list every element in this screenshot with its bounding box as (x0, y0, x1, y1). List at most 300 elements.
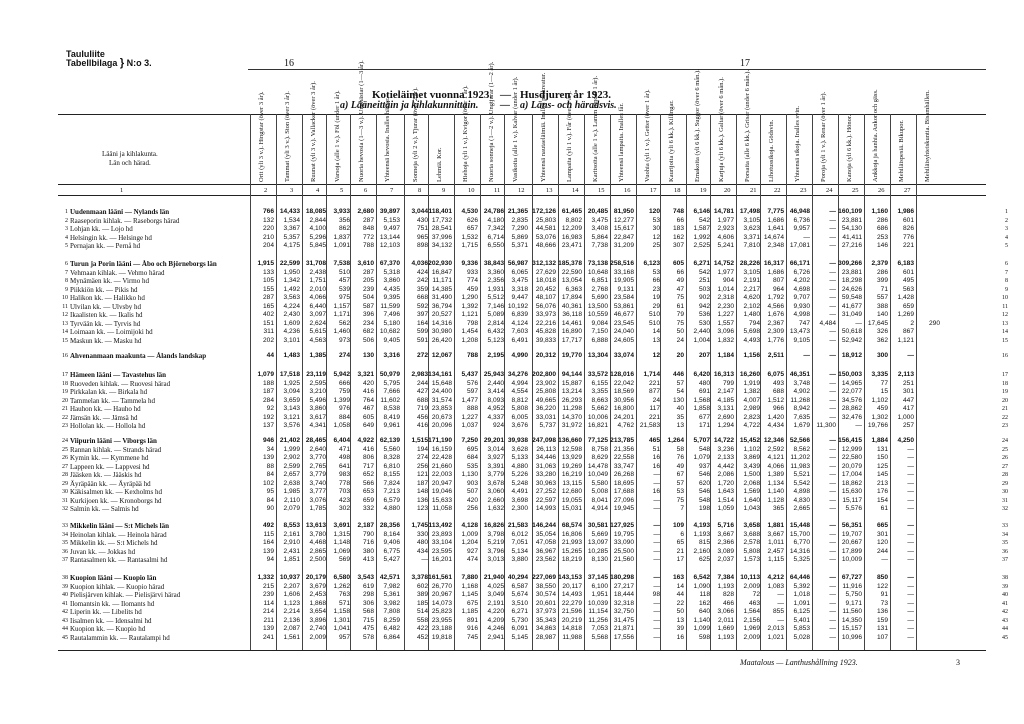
table-cell: 215 (262, 582, 274, 590)
table-cell: 2,578 (743, 539, 760, 547)
column-header: Vasikoita (alle 1 v.). Kalvar (under 1 år). (512, 76, 519, 182)
table-cell: 423 (338, 496, 350, 504)
row-number-right: 36 (1002, 548, 1008, 555)
table-cell: — (653, 574, 660, 581)
table-cell: 1,643 (717, 488, 734, 496)
table-cell: 3,475 (511, 277, 528, 285)
table-cell: 156,415 (838, 437, 862, 444)
table-cell: 301 (902, 388, 914, 396)
table-cell: 161,561 (428, 574, 452, 581)
table-cell: — (803, 352, 810, 359)
table-cell: 5,576 (845, 505, 862, 513)
table-cell: 30,581 (587, 522, 608, 529)
row-number-right: 17 (1002, 372, 1008, 378)
table-cell: 806 (362, 454, 374, 462)
table-cell: 11,599 (380, 302, 400, 310)
table-cell: 463 (748, 599, 760, 607)
table-cell: 417 (902, 405, 914, 413)
table-cell: 2,013 (767, 625, 784, 633)
table-cell: 1,014 (717, 285, 734, 293)
table-cell: 2,500 (309, 556, 326, 564)
table-cell: 3,796 (487, 547, 504, 555)
table-cell: 1,392 (461, 302, 478, 310)
table-cell: 239 (362, 285, 374, 293)
table-row (60, 225, 1008, 234)
table-cell: 4,998 (793, 311, 810, 319)
table-cell: 3,439 (743, 462, 760, 470)
table-cell: 10,049 (587, 471, 608, 479)
table-cell: 117 (649, 405, 660, 413)
column-number: 7 (390, 187, 394, 194)
table-cell: 19 (652, 294, 660, 302)
row-number: 18 (62, 380, 68, 387)
column-number: 9 (442, 187, 446, 194)
table-cell: 1,382 (743, 388, 760, 396)
table-cell: 6,864 (383, 633, 400, 641)
table-cell: 1,262 (333, 582, 350, 590)
table-cell: 4,025 (487, 582, 504, 590)
table-cell: 1,858 (693, 405, 710, 413)
table-cell: 695 (466, 445, 478, 453)
table-cell: 446 (672, 371, 684, 378)
table-cell: 3,798 (487, 530, 504, 538)
table-cell: 1,977 (717, 216, 734, 224)
table-cell: 1,158 (333, 608, 350, 616)
table-cell: 719 (416, 405, 428, 413)
table-cell: 205 (362, 277, 374, 285)
table-cell: 4,698 (793, 285, 810, 293)
column-header: Lihotussikoja. Gödsvin. (768, 119, 775, 182)
table-cell: — (829, 479, 836, 487)
table-cell: 1,532 (461, 233, 478, 241)
table-cell: 4,762 (617, 422, 634, 430)
table-cell: 1,632 (487, 505, 504, 513)
table-cell: 64,446 (789, 574, 810, 581)
table-cell: 2,765 (309, 462, 326, 470)
table-cell: 1,985 (283, 488, 300, 496)
table-cell: 1,185 (461, 608, 478, 616)
table-cell: 41,677 (841, 302, 862, 310)
table-cell: 5,226 (511, 471, 528, 479)
table-cell: 13,115 (562, 479, 582, 487)
row-number-right: 31 (1002, 497, 1008, 504)
table-cell: 7,982 (383, 582, 400, 590)
table-cell: 619 (362, 582, 374, 590)
table-cell: 123 (416, 505, 428, 513)
table-cell: 24,400 (431, 388, 452, 396)
table-cell: 220 (262, 225, 274, 233)
table-cell: 3,049 (487, 591, 504, 599)
table-cell: 18,695 (613, 479, 634, 487)
table-cell: 1,969 (743, 625, 760, 633)
row-number-right: 21 (1002, 406, 1008, 413)
table-cell: 30 (652, 225, 660, 233)
table-cell: 1,332 (257, 574, 274, 581)
table-cell: 3,860 (309, 405, 326, 413)
table-cell: 1,079 (693, 454, 710, 462)
table-cell: 2,768 (591, 285, 608, 293)
table-cell: 4,202 (793, 277, 810, 285)
table-cell: — (421, 556, 428, 564)
table-cell: 20,673 (431, 413, 452, 421)
table-cell: — (653, 479, 660, 487)
table-cell: 4,435 (383, 285, 400, 293)
table-cell: 504 (362, 294, 374, 302)
table-cell: 1,714 (643, 371, 660, 378)
table-cell: 10,113 (740, 574, 760, 581)
table-cell: 3,777 (309, 488, 326, 496)
row-label: Kuopion kk. — Kuopio hd (70, 625, 146, 634)
row-label: Pirkkalan kk. — Birkala hd (70, 388, 148, 397)
table-row (60, 496, 1008, 505)
table-cell: 172,126 (532, 208, 556, 215)
table-cell: 187 (416, 479, 428, 487)
table-cell: 23,545 (613, 319, 634, 327)
row-number: 40 (62, 592, 68, 599)
table-cell: 194 (416, 445, 428, 453)
table-cell: 688 (772, 388, 784, 396)
row-label: Käkisalmen kk. — Kexholms hd (70, 488, 162, 497)
table-cell: 9,707 (793, 294, 810, 302)
table-cell: 659 (902, 302, 914, 310)
table-cell: 1,043 (743, 505, 760, 513)
row-number: 39 (62, 583, 68, 590)
table-cell: 24 (652, 396, 660, 404)
table-cell: 6,271 (693, 260, 710, 267)
table-cell: 23,853 (431, 405, 452, 413)
title-dash: — (500, 89, 511, 101)
table-cell: 31,063 (535, 462, 556, 470)
table-cell: 8,419 (383, 413, 400, 421)
table-cell: 1,640 (743, 496, 760, 504)
column-number: 21 (750, 187, 757, 194)
table-cell: 23 (652, 285, 660, 293)
table-cell: 8,758 (591, 445, 608, 453)
table-cell: 109 (672, 522, 684, 529)
table-cell: 287 (362, 216, 374, 224)
table-cell: 136 (876, 608, 888, 616)
title-fi: Kotieläimet vuonna 1923. (372, 89, 493, 101)
table-cell: — (653, 556, 660, 564)
table-cell: 1,832 (717, 336, 734, 344)
table-cell: — (829, 233, 836, 241)
row-label: Juvan kk. — Jokkas hd (70, 547, 136, 556)
row-number: 41 (62, 600, 68, 607)
table-cell: 2,156 (743, 616, 760, 624)
table-cell: 6,091 (511, 625, 528, 633)
table-cell: 1,009 (461, 530, 478, 538)
table-cell: 1,851 (283, 556, 300, 564)
table-cell: 965 (416, 233, 428, 241)
table-cell: 828 (722, 591, 734, 599)
table-cell: 65 (676, 539, 684, 547)
table-cell: 171,190 (428, 437, 452, 444)
table-cell: 139 (262, 454, 274, 462)
table-cell: 1,091 (793, 599, 810, 607)
table-cell: 2,300 (511, 505, 528, 513)
table-cell: — (829, 352, 836, 359)
column-header: Varsoja (alle 1 v.). Föl (under 1 år). (334, 90, 341, 182)
table-cell: 330 (416, 530, 428, 538)
table-cell: 27,096 (613, 496, 634, 504)
row-number-right: 32 (1002, 506, 1008, 513)
table-cell: 2,440 (487, 379, 504, 387)
table-cell: 128,016 (610, 371, 634, 378)
table-cell: 300 (876, 352, 888, 359)
table-cell: 13,054 (561, 277, 582, 285)
table-cell: 21,402 (279, 437, 300, 444)
table-cell: 6,888 (591, 336, 608, 344)
table-cell: 20,312 (535, 352, 556, 359)
table-cell: 8,802 (565, 216, 582, 224)
table-cell: 397 (416, 311, 428, 319)
table-cell: 41,411 (842, 233, 862, 241)
table-cell: 747 (798, 319, 810, 327)
table-row (60, 616, 1008, 625)
table-cell: 507 (466, 488, 478, 496)
table-cell: — (829, 454, 836, 462)
table-cell: 4,066 (309, 294, 326, 302)
table-cell: 396 (362, 311, 374, 319)
table-cell: 30,963 (535, 479, 556, 487)
column-header: Lampaita (yli 1 v.). Får (över 1 år). (566, 91, 573, 182)
table-cell: 3,880 (511, 556, 528, 564)
row-number-right: 28 (1002, 472, 1008, 479)
table-cell: 4,902 (793, 388, 810, 396)
table-cell: 14,478 (587, 462, 608, 470)
table-cell: 2,690 (717, 413, 734, 421)
table-cell: 39,833 (535, 336, 556, 344)
table-cell: 9,961 (383, 422, 400, 430)
table-cell: 1,227 (461, 413, 478, 421)
row-number: 6 (65, 261, 68, 267)
table-cell: 12 (652, 233, 660, 241)
table-cell: 1,290 (461, 294, 478, 302)
table-cell: 2,910 (283, 539, 300, 547)
table-cell: 35 (676, 413, 684, 421)
table-cell: 927 (466, 547, 478, 555)
table-cell: 6,155 (591, 379, 608, 387)
row-label: Pernajan kk. — Pernå hd (70, 242, 141, 251)
table-cell: 1,884 (871, 437, 888, 444)
table-cell: 7,808 (383, 608, 400, 616)
table-cell: 3,060 (487, 488, 504, 496)
table-cell: — (907, 462, 914, 470)
row-number-right: 13 (1002, 320, 1008, 327)
table-cell: 16,219 (561, 471, 582, 479)
column-number: 5 (340, 187, 344, 194)
table-row (60, 471, 1008, 480)
table-row (60, 352, 1008, 360)
column-header: Poroja (yli 1 v.). Renar (över 1 år). (820, 91, 827, 182)
table-cell: 7,150 (591, 328, 608, 336)
table-cell: 380 (362, 547, 374, 555)
table-cell: 287 (362, 268, 374, 276)
row-number: 32 (62, 506, 68, 513)
table-cell: 20,667 (841, 539, 862, 547)
table-cell: 2,457 (767, 547, 784, 555)
table-cell: 503 (698, 285, 710, 293)
table-cell: 148 (416, 488, 428, 496)
row-label: Helsingin kk. — Helsinge hd (70, 233, 152, 242)
table-cell: — (907, 522, 914, 529)
table-cell: 4,224 (283, 302, 300, 310)
column-header: Tammat (yli 3 v.). Ston (över 3 år). (284, 91, 291, 182)
table-cell: 3,475 (591, 216, 608, 224)
table-cell: — (777, 599, 784, 607)
table-cell: 21,356 (613, 445, 634, 453)
row-label: Mikkelin kk. — S:t Michels hd (70, 539, 158, 548)
table-cell: 7,290 (511, 225, 528, 233)
table-cell: 7,666 (383, 388, 400, 396)
table-cell: 7,775 (767, 208, 784, 215)
table-cell: 12,209 (561, 225, 582, 233)
column-header: Yhteensä nautaeläimiä. Inalles nötkreatur. (540, 72, 547, 182)
table-cell: 14,752 (713, 260, 734, 267)
table-cell: 20,967 (431, 591, 452, 599)
table-cell: 691 (698, 388, 710, 396)
table-cell: 28,987 (535, 633, 556, 641)
table-cell: 18,219 (561, 556, 582, 564)
table-cell: 5,808 (743, 547, 760, 555)
table-cell: — (881, 556, 888, 564)
table-cell: 447 (902, 396, 914, 404)
table-cell: 3,667 (767, 530, 784, 538)
table-cell: 422 (416, 625, 428, 633)
table-cell: 1,041 (333, 625, 350, 633)
table-cell: 5,864 (591, 233, 608, 241)
table-cell: 3,131 (717, 405, 734, 413)
table-cell: 14,316 (431, 319, 452, 327)
table-cell: 22,077 (841, 388, 862, 396)
table-cell: — (777, 616, 784, 624)
table-cell: 56,351 (841, 522, 862, 529)
table-cell: 1,557 (717, 319, 734, 327)
table-cell: 159 (876, 616, 888, 624)
table-cell: — (829, 633, 836, 641)
table-cell: 11,916 (842, 582, 862, 590)
table-cell: 24,626 (841, 285, 862, 293)
table-cell: 539 (338, 285, 350, 293)
row-label: Kuopion kihlak. — Kuopio härad (70, 582, 165, 591)
column-header: Kanoja (yli 6 kk.). Hönor. (846, 114, 853, 182)
table-cell: 2,440 (693, 328, 710, 336)
table-cell: 2,230 (717, 302, 734, 310)
table-cell: 11,058 (432, 505, 452, 513)
table-cell: — (829, 539, 836, 547)
table-cell: 5,845 (309, 242, 326, 250)
table-cell: 5,707 (693, 437, 710, 444)
page-number-left: 16 (284, 58, 294, 69)
table-cell: 6,839 (511, 311, 528, 319)
table-cell: 10,039 (587, 599, 608, 607)
table-cell: 6,363 (565, 285, 582, 293)
table-cell: 40,294 (507, 574, 528, 581)
subtitle-fi: a) Lääneittäin ja kihlakunnittain. (340, 100, 479, 111)
column-header: Lehmiä. Kor. (436, 147, 443, 182)
table-cell: 776 (902, 233, 914, 241)
row-label: Hämeen lääni — Tavastehus län (70, 371, 167, 379)
table-cell: 35,343 (535, 616, 556, 624)
table-cell: 131 (876, 625, 888, 633)
table-cell: 388 (876, 302, 888, 310)
table-cell: 3,101 (283, 336, 300, 344)
table-cell: 4,124 (511, 319, 528, 327)
table-cell: 973 (338, 336, 350, 344)
table-cell: 44 (266, 352, 274, 359)
table-cell: 5,512 (487, 294, 504, 302)
table-cell: 2,160 (693, 547, 710, 555)
table-cell: — (829, 379, 836, 387)
table-cell: — (907, 616, 914, 624)
table-cell: — (829, 328, 836, 336)
table-cell: 790 (362, 530, 374, 538)
table-cell: 1,058 (333, 422, 350, 430)
row-number-right: 6 (1005, 261, 1008, 267)
table-cell: 32,750 (613, 608, 634, 616)
table-cell: 36,118 (562, 311, 582, 319)
table-cell: 39,897 (379, 208, 400, 215)
row-number: 3 (65, 226, 68, 233)
table-cell: 18,912 (841, 352, 862, 359)
table-cell: 136,660 (558, 437, 582, 444)
table-cell: 4,990 (511, 352, 528, 359)
caption-line2: Tabellbilaga (66, 58, 118, 68)
table-cell: 1,751 (309, 277, 326, 285)
column-number: 10 (468, 187, 475, 194)
table-cell: 76 (676, 454, 684, 462)
table-cell: 3,096 (717, 328, 734, 336)
table-cell: 3,371 (743, 233, 760, 241)
row-label: Ruoveden kihlak. — Ruovesi härad (70, 379, 171, 388)
table-cell: 2,592 (767, 445, 784, 453)
table-cell: 22,597 (535, 496, 556, 504)
table-cell: 14 (652, 328, 660, 336)
table-cell: 62,139 (379, 437, 400, 444)
table-cell: 562 (338, 319, 350, 327)
table-cell: 2,823 (743, 413, 760, 421)
table-cell: 4,620 (743, 294, 760, 302)
table-cell: 160,109 (838, 208, 862, 215)
table-cell: 506 (362, 336, 374, 344)
table-cell: 15,648 (431, 379, 452, 387)
table-cell: 9,131 (617, 285, 634, 293)
table-cell: 4,566 (767, 302, 784, 310)
table-cell: 17,717 (561, 336, 582, 344)
table-cell: 2,638 (283, 479, 300, 487)
table-cell: 867 (902, 328, 914, 336)
table-cell: 3,654 (309, 608, 326, 616)
table-cell: 11,154 (588, 608, 608, 616)
table-cell: 33,090 (613, 539, 634, 547)
table-cell: 13,613 (305, 522, 326, 529)
table-cell: 3,659 (283, 396, 300, 404)
table-cell: 591 (416, 336, 428, 344)
table-cell: 139 (262, 547, 274, 555)
table-cell: 942 (698, 302, 710, 310)
table-cell: 30,980 (431, 328, 452, 336)
row-number: 19 (62, 389, 68, 396)
table-cell: 4,250 (897, 437, 914, 444)
table-cell: 12,598 (561, 445, 582, 453)
column-number: 13 (546, 187, 553, 194)
table-cell: 493 (772, 379, 784, 387)
table-cell: 5,542 (793, 479, 810, 487)
column-number: 23 (800, 187, 807, 194)
column-header: Mehiläispesiä. Bikupor. (898, 120, 905, 182)
table-cell: 717 (362, 462, 374, 470)
table-cell: 557 (876, 294, 888, 302)
